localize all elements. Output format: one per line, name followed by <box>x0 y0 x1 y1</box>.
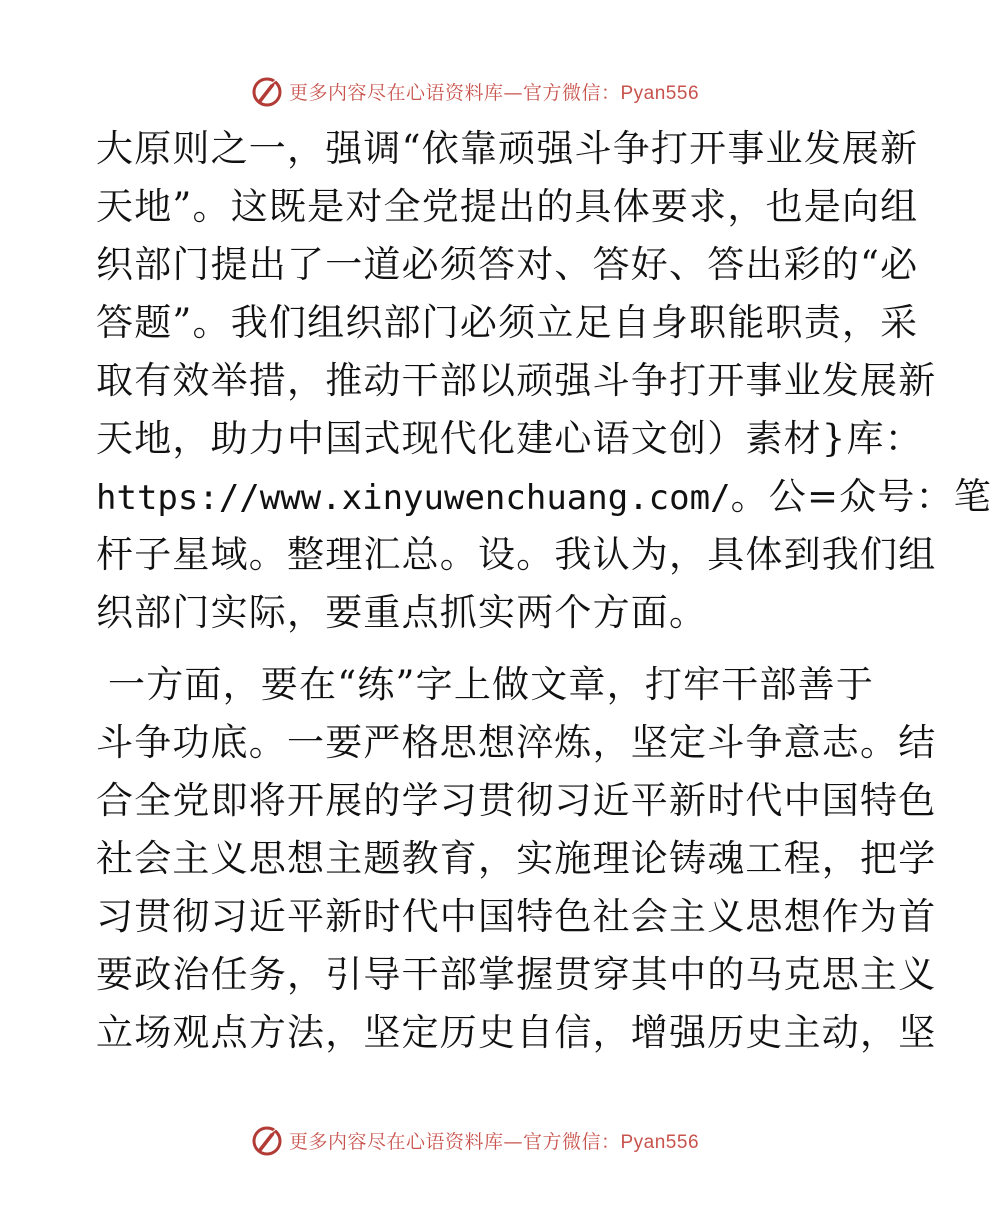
text-line: 习贯彻习近平新时代中国特色社会主义思想作为首 <box>96 895 937 938</box>
text-line: 织部门实际，要重点抓实两个方面。 <box>96 591 708 634</box>
pen-circle-logo-icon <box>251 1123 285 1157</box>
text-line: 大原则之一，强调“依靠顽强斗争打开事业发展新 <box>96 127 919 170</box>
text-line: 取有效举措，推动干部以顽强斗争打开事业发展新 <box>96 359 937 402</box>
website-url: https://www.xinyuwenchuang.com/ <box>96 478 731 518</box>
footer-brand-text: 更多内容尽在心语资料库—官方微信：Pyan556 <box>288 1130 700 1153</box>
text-line: 要政治任务，引导干部掌握贯穿其中的马克思主义 <box>96 953 937 996</box>
text-line: 合全党即将开展的学习贯彻习近平新时代中国特色 <box>96 779 937 822</box>
text-line: 天地”。这既是对全党提出的具体要求，也是向组 <box>96 185 919 228</box>
footer-watermark-banner <box>0 1120 950 1160</box>
header-brand-text: 更多内容尽在心语资料库—官方微信：Pyan556 <box>288 81 700 104</box>
header-watermark-banner <box>0 71 950 111</box>
text-line: 答题”。我们组织部门必须立足自身职能职责，采 <box>96 301 919 344</box>
pen-circle-logo-icon <box>251 74 285 108</box>
footer-wechat-id: Pyan556 <box>620 1131 700 1153</box>
text-line: 织部门提出了一道必须答对、答好、答出彩的“必 <box>96 243 919 286</box>
text-line: 杆子星域。整理汇总。设。我认为，具体到我们组 <box>96 533 937 576</box>
text-line: 天地，助力中国式现代化建心语文创）素材}库： <box>96 417 923 460</box>
text-fragment: 。公=众号：笔 <box>730 475 992 518</box>
url-line <box>96 468 992 526</box>
paragraph-gap <box>96 642 856 656</box>
header-wechat-id: Pyan556 <box>620 82 700 104</box>
text-line: 一方面，要在“练”字上做文章，打牢干部善于 <box>108 663 875 706</box>
text-line: 社会主义思想主题教育，实施理论铸魂工程，把学 <box>96 837 937 880</box>
document-body <box>96 120 992 1062</box>
text-line: 立场观点方法，坚定历史自信，增强历史主动，坚 <box>96 1011 937 1054</box>
text-line: 斗争功底。一要严格思想淬炼，坚定斗争意志。结 <box>96 721 937 764</box>
